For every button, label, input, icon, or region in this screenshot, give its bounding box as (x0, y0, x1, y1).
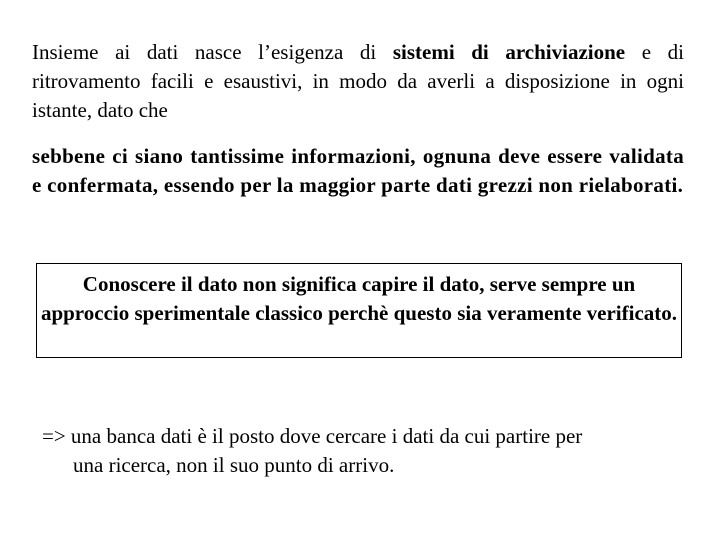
intro-highlight: sistemi di archiviazione (392, 40, 626, 64)
callout-text: Conoscere il dato non significa capire il dato, serve sempre un approccio sperimentale classico perchè questo sia veramente verificato. (40, 272, 678, 325)
statement-paragraph: sebbene ci siano tantissime informazioni, ognuna deve essere validata e confermata, essendo per la maggior parte dati grezzi non rielaborati. (32, 144, 684, 197)
intro-paragraph (32, 38, 684, 125)
callout-box (36, 263, 682, 358)
intro-text-end: e di ritrovamento facili e esaustivi, in modo da averli a disposizione in ogni istante, dato che (32, 40, 684, 122)
intro-text-start: Insieme ai dati nasce l’esigenza di (32, 40, 393, 64)
conclusion-line-2: una ricerca, non il suo punto di arrivo. (73, 453, 395, 477)
conclusion-paragraph (42, 422, 682, 480)
conclusion-line-1: => una banca dati è il posto dove cercare i dati da cui partire per (42, 424, 583, 448)
